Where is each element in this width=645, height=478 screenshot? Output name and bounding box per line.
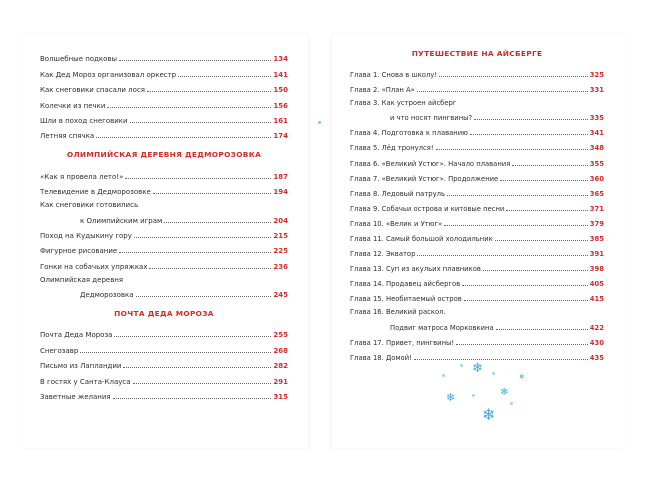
- snow-dot-icon: [442, 374, 445, 377]
- dot-leader: [125, 178, 271, 179]
- toc-entry-title: Почта Деда Мороза: [40, 331, 113, 340]
- toc-entry-title: Волшебные подковы: [40, 55, 118, 64]
- toc-entry-page: 355: [589, 159, 604, 168]
- toc-entry-page: 341: [589, 129, 604, 138]
- toc-entry-page: 150: [273, 86, 288, 95]
- dot-leader: [164, 222, 271, 223]
- toc-entry-continued[interactable]: [350, 94, 604, 107]
- snowflake-icon: ❄: [446, 391, 456, 404]
- toc-entry-title: Глава 7. «Великий Устюг». Продолжение: [350, 174, 499, 183]
- toc-entry-title: Фигурное рисование: [40, 247, 118, 256]
- toc-entry-page: 291: [273, 377, 288, 386]
- toc-entry[interactable]: [350, 64, 604, 79]
- toc-entry-title: Колечки из печки: [40, 101, 106, 110]
- toc-entry-continued[interactable]: [40, 271, 288, 284]
- toc-entry-page: 215: [273, 231, 288, 240]
- dot-leader: [114, 336, 271, 337]
- toc-entry[interactable]: [350, 183, 604, 198]
- toc-entry-title: Поход на Кудыкину гору: [40, 231, 132, 240]
- toc-entry-page: 268: [273, 346, 288, 355]
- dot-leader: [436, 149, 588, 150]
- toc-entry-page: 430: [589, 338, 604, 347]
- snow-dot-icon: [460, 364, 463, 367]
- toc-entry-page: 360: [589, 174, 604, 183]
- toc-entry[interactable]: [40, 370, 288, 385]
- toc-entry-title: Как Дед Мороз организовал оркестр: [40, 70, 177, 79]
- toc-entry[interactable]: [40, 63, 288, 78]
- toc-entry[interactable]: [350, 122, 604, 137]
- toc-entry-page: 335: [589, 114, 604, 123]
- dot-leader: [123, 367, 271, 368]
- toc-entry-title: Глава 17. Привет, пингвины!: [350, 338, 455, 347]
- snow-dot-icon: [472, 394, 475, 397]
- toc-entry[interactable]: [40, 255, 288, 270]
- dot-leader: [447, 195, 588, 196]
- dot-leader: [496, 329, 588, 330]
- toc-entry-title: В гостях у Санта-Клауса: [40, 377, 131, 386]
- toc-entry-page: 379: [589, 219, 604, 228]
- toc-entry-page: 141: [273, 70, 288, 79]
- toc-entry-title: Письмо из Лапландии: [40, 362, 122, 371]
- dot-leader: [474, 119, 588, 120]
- toc-entry-title: Как снеговики готовились: [40, 201, 139, 210]
- toc-entry[interactable]: [350, 107, 604, 122]
- toc-entry-page: 391: [589, 250, 604, 259]
- toc-entry-title: Глава 6. «Великий Устюг». Начало плавания: [350, 159, 511, 168]
- dot-leader: [495, 240, 588, 241]
- toc-entry[interactable]: [350, 228, 604, 243]
- toc-entry-page: 331: [589, 86, 604, 95]
- section-heading-santa-post: ПОЧТА ДЕДА МОРОЗА: [114, 309, 214, 319]
- dot-leader: [119, 252, 271, 253]
- dot-leader: [136, 296, 272, 297]
- toc-entry-page: 255: [273, 331, 288, 340]
- dot-leader: [119, 60, 271, 61]
- toc-entry[interactable]: [350, 258, 604, 273]
- snow-dot-icon: [510, 402, 513, 405]
- toc-entry[interactable]: [40, 48, 288, 63]
- toc-entry[interactable]: [350, 243, 604, 258]
- toc-entry-title: Глава 18. Домой!: [350, 353, 412, 362]
- dot-leader: [464, 300, 588, 301]
- dot-leader: [414, 359, 588, 360]
- toc-entry-page: 245: [273, 291, 288, 300]
- left-toc: [40, 48, 288, 401]
- toc-entry-title: Шли в поход снеговики: [40, 116, 128, 125]
- toc-entry[interactable]: [350, 213, 604, 228]
- toc-entry-page: 315: [273, 393, 288, 402]
- toc-entry-title: Глава 11. Самый большой холодильник: [350, 235, 493, 244]
- toc-entry-title: к Олимпийским играм: [80, 216, 163, 225]
- toc-entry-title: Глава 15. Необитаемый остров: [350, 295, 462, 304]
- toc-entry-title: Глава 13. Суп из акульих плавников: [350, 265, 481, 274]
- toc-entry-page: 156: [273, 101, 288, 110]
- toc-entry-page: 225: [273, 247, 288, 256]
- snowflake-icon: ❄: [519, 373, 525, 381]
- toc-entry-page: 134: [273, 55, 288, 64]
- right-toc: [350, 44, 604, 362]
- toc-entry[interactable]: [40, 209, 288, 224]
- toc-entry[interactable]: [350, 137, 604, 152]
- toc-entry-page: 174: [273, 132, 288, 141]
- toc-entry-continued[interactable]: [40, 196, 288, 209]
- toc-entry-page: 415: [589, 295, 604, 304]
- toc-entry-title: Глава 1. Снова в школу!: [350, 71, 438, 80]
- snowflake-icon: ❄: [472, 361, 483, 376]
- toc-entry-page: 282: [273, 362, 288, 371]
- toc-entry[interactable]: [40, 355, 288, 370]
- toc-entry[interactable]: [40, 324, 288, 339]
- toc-entry-title: Глава 10. «Велик и Утюг»: [350, 219, 443, 228]
- dot-leader: [483, 270, 588, 271]
- toc-entry[interactable]: [350, 288, 604, 303]
- dot-leader: [456, 344, 588, 345]
- toc-entry[interactable]: [350, 332, 604, 347]
- dot-leader: [512, 165, 587, 166]
- section-heading-olympic-village: ОЛИМПИЙСКАЯ ДЕРЕВНЯ ДЕДМОРОЗОВКА: [66, 150, 262, 160]
- toc-entry-title: Глава 16. Великий раскол.: [350, 308, 446, 317]
- toc-entry-title: Олимпийская деревня: [40, 275, 124, 284]
- toc-entry[interactable]: [40, 240, 288, 255]
- toc-entry-page: 398: [589, 265, 604, 274]
- toc-entry-title: Снегозавр: [40, 346, 79, 355]
- toc-entry-page: 365: [589, 189, 604, 198]
- toc-entry-page: 236: [273, 262, 288, 271]
- toc-entry-page: 161: [273, 116, 288, 125]
- dot-leader: [470, 134, 588, 135]
- dot-leader: [417, 255, 587, 256]
- dot-leader: [153, 193, 272, 194]
- toc-entry-page: 325: [589, 71, 604, 80]
- dot-leader: [506, 210, 587, 211]
- section-heading-iceberg-journey: ПУТЕШЕСТВИЕ НА АЙСБЕРГЕ: [411, 49, 543, 58]
- toc-entry-title: и что носят пингвины?: [390, 114, 473, 123]
- dot-leader: [107, 107, 271, 108]
- toc-entry-page: 194: [273, 188, 288, 197]
- toc-entry[interactable]: [40, 110, 288, 125]
- toc-entry-title: Глава 14. Продавец айсбергов: [350, 280, 461, 289]
- toc-entry[interactable]: [350, 273, 604, 288]
- dot-leader: [133, 383, 272, 384]
- toc-entry[interactable]: [350, 316, 604, 331]
- toc-entry-page: 422: [589, 323, 604, 332]
- toc-entry-title: Глава 12. Экватор: [350, 250, 416, 259]
- dot-leader: [130, 122, 272, 123]
- dot-leader: [113, 398, 272, 399]
- dot-leader: [80, 352, 271, 353]
- dot-leader: [149, 268, 271, 269]
- dot-leader: [462, 285, 588, 286]
- toc-entry-page: 371: [589, 204, 604, 213]
- toc-entry[interactable]: [40, 284, 288, 299]
- snowflake-icon: ❄: [500, 387, 509, 398]
- toc-entry-page: 348: [589, 144, 604, 153]
- dot-leader: [134, 237, 272, 238]
- toc-entry[interactable]: [350, 152, 604, 167]
- toc-entry[interactable]: [40, 79, 288, 94]
- toc-entry-page: 204: [273, 216, 288, 225]
- toc-entry-page: 187: [273, 172, 288, 181]
- toc-entry-page: 385: [589, 235, 604, 244]
- toc-entry-continued[interactable]: [350, 303, 604, 316]
- toc-entry-page: 435: [589, 353, 604, 362]
- toc-entry[interactable]: [40, 339, 288, 354]
- toc-entry-title: Телевидение в Дедморозовке: [40, 188, 151, 197]
- toc-entry-title: Дедморозовка: [80, 291, 134, 300]
- toc-entry-title: Глава 8. Ледовый патруль: [350, 189, 445, 198]
- dot-leader: [439, 76, 588, 77]
- toc-entry-title: Глава 4. Подготовка к плаванию: [350, 129, 468, 138]
- toc-entry-title: «Как я провела лето!»: [40, 172, 124, 181]
- dot-leader: [444, 225, 588, 226]
- toc-entry-title: Летняя спячка: [40, 132, 95, 141]
- snow-dot-icon: [492, 372, 495, 375]
- toc-entry-title: Заветные желания: [40, 393, 111, 402]
- toc-entry[interactable]: [350, 347, 604, 362]
- dot-leader: [147, 91, 271, 92]
- snowflake-icon: ❄: [482, 405, 496, 424]
- dot-leader: [417, 91, 588, 92]
- toc-entry-title: Подвиг матроса Морковкина: [390, 323, 494, 332]
- dot-leader: [500, 180, 588, 181]
- toc-entry[interactable]: [40, 225, 288, 240]
- toc-entry-title: Гонки на собачьих упряжках: [40, 262, 148, 271]
- toc-entry[interactable]: [40, 165, 288, 180]
- toc-entry[interactable]: [40, 386, 288, 401]
- toc-entry-title: Глава 9. Собачьи острова и китовые песни: [350, 204, 505, 213]
- dot-leader: [178, 76, 271, 77]
- snow-dot-icon: [318, 121, 321, 124]
- left-page: [22, 34, 308, 448]
- right-page: [332, 34, 624, 448]
- toc-entry[interactable]: [40, 94, 288, 109]
- toc-entry-title: Как снеговики спасали лося: [40, 86, 145, 95]
- toc-entry[interactable]: [350, 198, 604, 213]
- toc-entry[interactable]: [40, 181, 288, 196]
- toc-entry-title: Глава 2. «План А»: [350, 86, 415, 95]
- toc-entry-page: 405: [589, 280, 604, 289]
- toc-entry[interactable]: [350, 168, 604, 183]
- dot-leader: [96, 137, 271, 138]
- toc-entry-title: Глава 3. Как устроен айсберг: [350, 99, 457, 108]
- toc-entry[interactable]: [350, 79, 604, 94]
- toc-entry-title: Глава 5. Лёд тронулся!: [350, 144, 434, 153]
- toc-entry[interactable]: [40, 125, 288, 140]
